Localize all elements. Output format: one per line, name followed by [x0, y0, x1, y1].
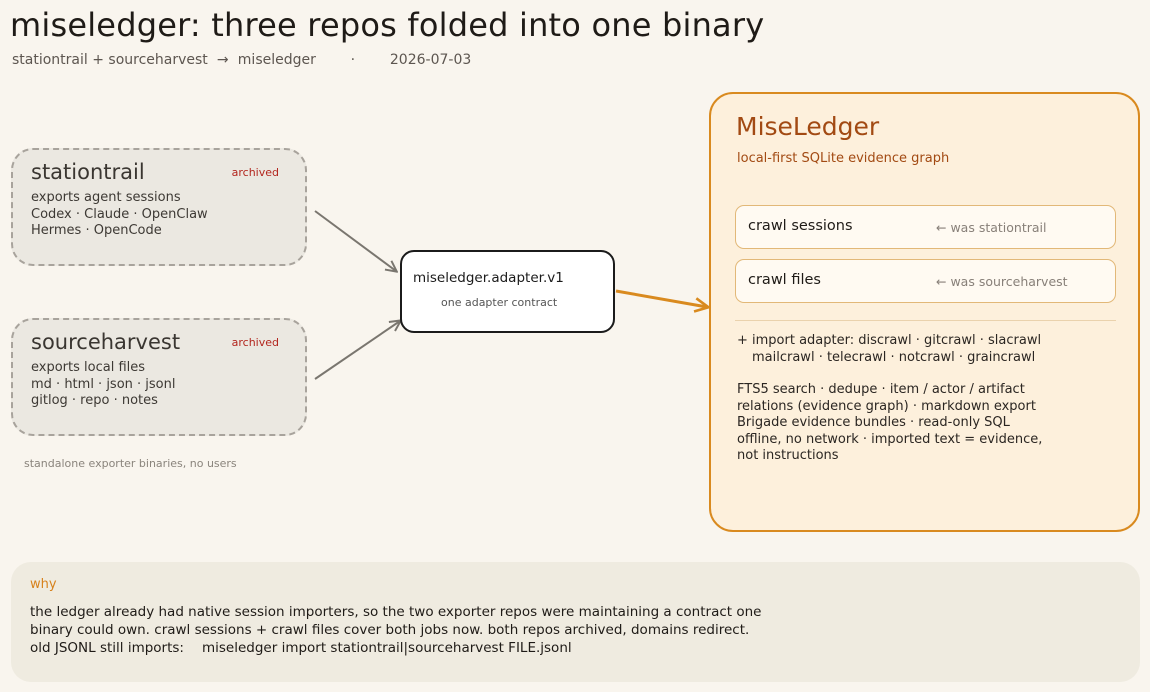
subtitle-target: miseledger [237, 52, 316, 68]
arrow-adapter-to-miseledger [616, 291, 707, 307]
why-line: binary could own. crawl sessions + crawl files cover both jobs now. both repos archived, domains redirect. [30, 622, 750, 638]
source-detail: Codex · Claude · OpenClaw [31, 206, 208, 222]
subtitle-date: 2026-07-03 [389, 52, 472, 68]
arrow-sourceharvest-to-adapter [315, 321, 400, 379]
source-name: stationtrail [31, 160, 145, 184]
command-crawl-sessions [735, 205, 1116, 249]
feature-line: not instructions [737, 448, 839, 463]
adapter-subtitle: one adapter contract [441, 296, 558, 309]
source-description: exports local files [31, 360, 146, 375]
command-origin: ← was sourceharvest [936, 274, 1068, 289]
adapter-box [400, 250, 615, 333]
feature-line: relations (evidence graph) · markdown export [737, 398, 1036, 414]
feature-line: FTS5 search · dedupe · item / actor / artifact [737, 382, 1025, 397]
why-code-line [30, 639, 761, 657]
command-crawl-files [735, 259, 1116, 303]
why-label: why [30, 577, 57, 592]
sources-note: standalone exporter binaries, no users [24, 457, 237, 470]
code-prefix: old JSONL still imports: [30, 640, 184, 656]
import-line: mailcrawl · telecrawl · notcrawl · graincrawl [752, 349, 1036, 365]
page-title: miseledger: three repos folded into one binary [10, 6, 765, 44]
import-adapters [737, 333, 1041, 366]
status-badge: archived [231, 166, 279, 179]
command-label: crawl files [748, 272, 821, 288]
why-panel [11, 562, 1140, 682]
feature-line: Brigade evidence bundles · read-only SQL [737, 415, 1010, 430]
adapter-name: miseledger.adapter.v1 [413, 270, 564, 286]
why-text [30, 603, 761, 657]
target-subtitle: local-first SQLite evidence graph [737, 151, 950, 166]
target-name: MiseLedger [736, 112, 880, 141]
why-line: the ledger already had native session importers, so the two exporter repos were maintaining a contract one [30, 604, 762, 620]
import-line: + import adapter: discrawl · gitcrawl · slacrawl [737, 333, 1042, 348]
feature-list [737, 382, 1042, 465]
command-origin: ← was stationtrail [936, 220, 1047, 235]
arrow-stationtrail-to-adapter [315, 211, 396, 271]
source-detail: gitlog · repo · notes [31, 393, 158, 408]
source-description: exports agent sessions [31, 190, 181, 205]
divider [735, 320, 1116, 321]
source-detail: Hermes · OpenCode [31, 223, 162, 238]
subtitle-arrow: → [216, 52, 229, 68]
subtitle-sources: stationtrail + sourceharvest [12, 52, 208, 68]
source-box-stationtrail [11, 148, 307, 266]
source-name: sourceharvest [31, 330, 181, 354]
command-label: crawl sessions [748, 218, 853, 234]
import-command: miseledger import stationtrail|sourceharvest FILE.jsonl [201, 640, 572, 656]
source-detail: md · html · json · jsonl [31, 376, 176, 392]
subtitle-dot: · [350, 52, 356, 68]
feature-line: offline, no network · imported text = evidence, [737, 431, 1043, 447]
miseledger-box [709, 92, 1140, 532]
source-box-sourceharvest [11, 318, 307, 436]
status-badge: archived [231, 336, 279, 349]
